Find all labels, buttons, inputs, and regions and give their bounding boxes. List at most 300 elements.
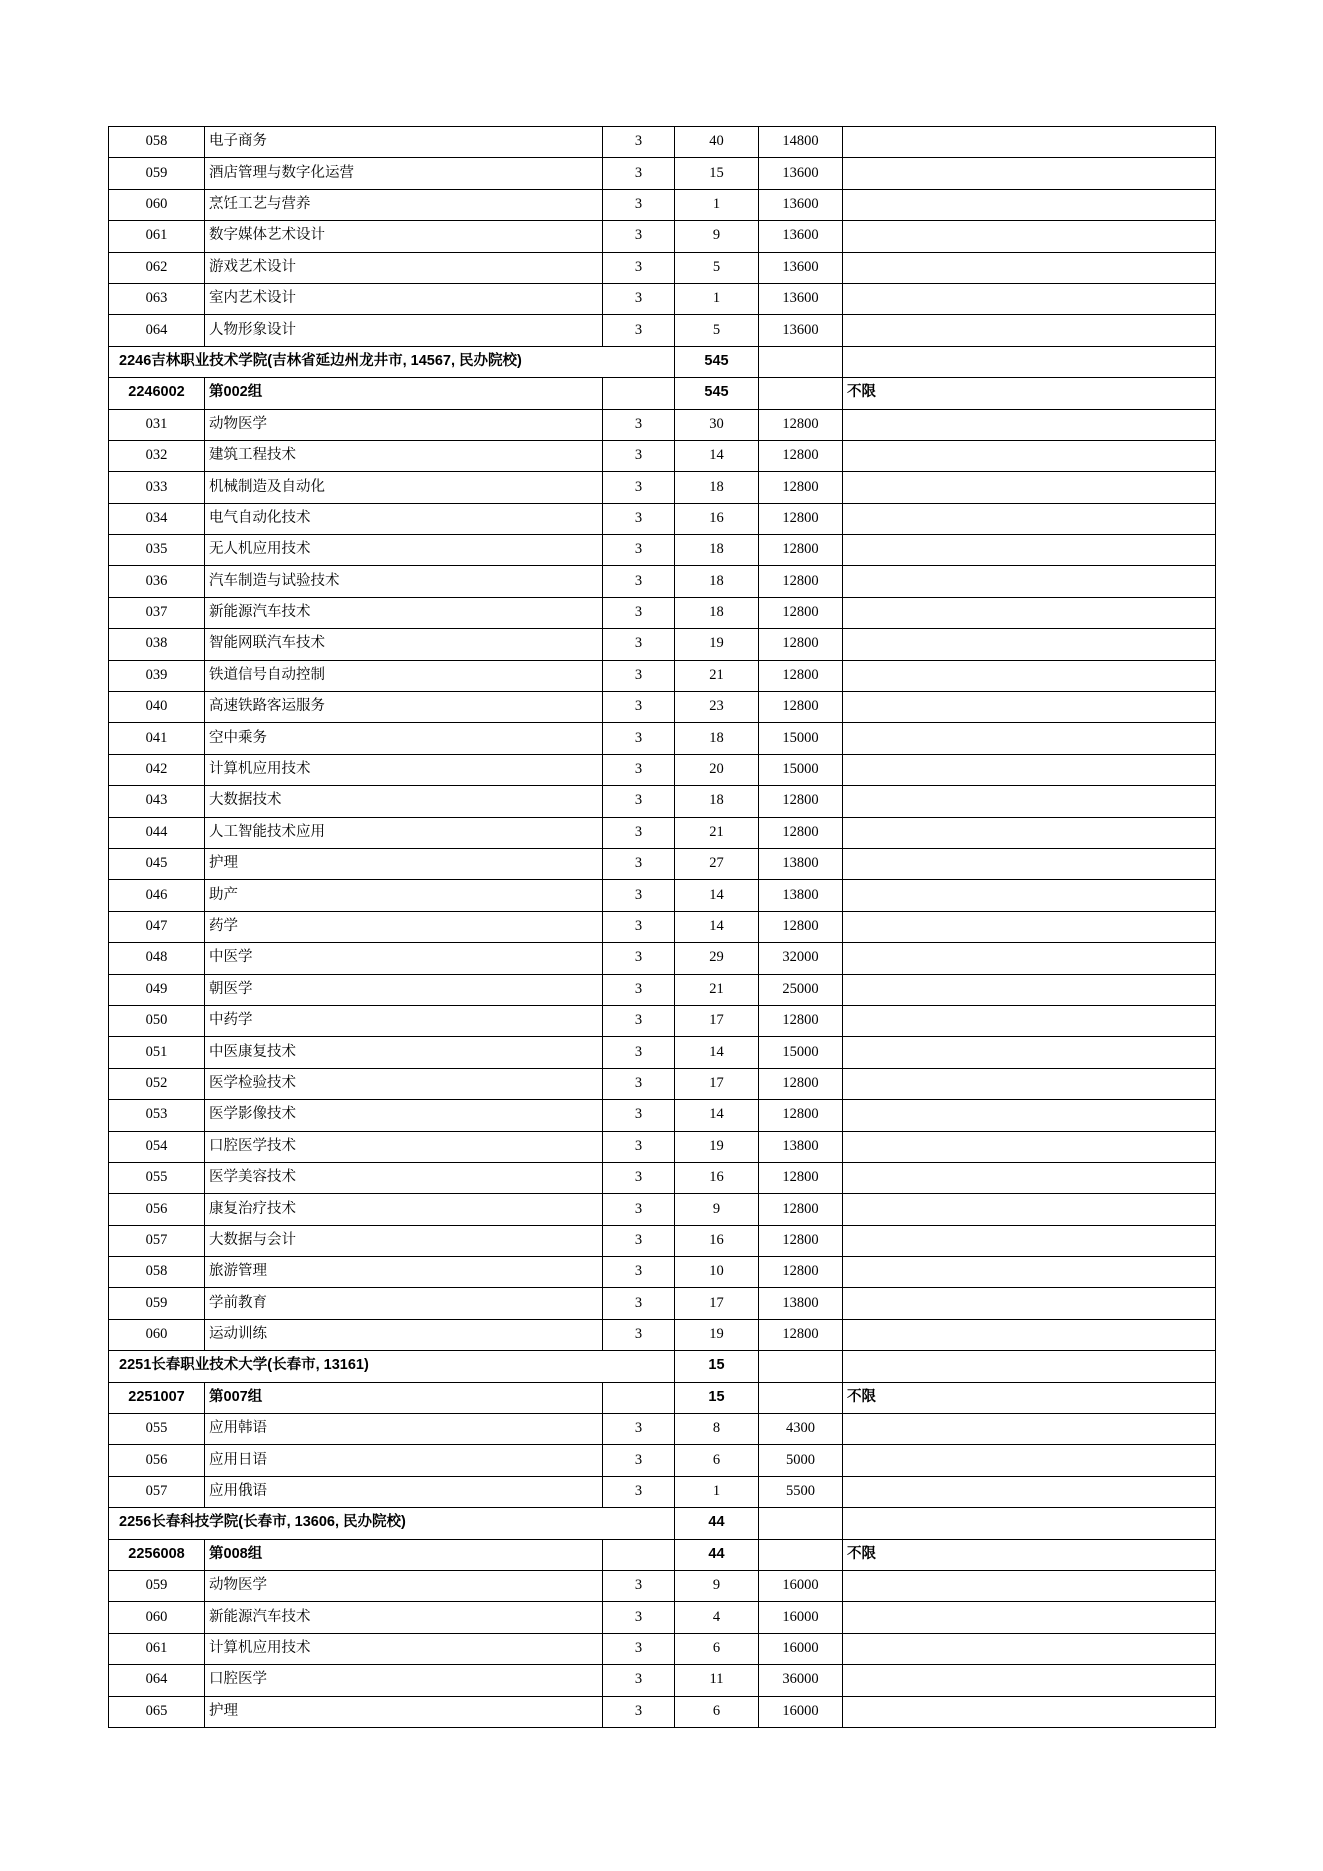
study-years: 3 (603, 723, 675, 754)
plan-count: 6 (675, 1445, 759, 1476)
plan-count: 5 (675, 252, 759, 283)
study-years: 3 (603, 1068, 675, 1099)
plan-count: 6 (675, 1633, 759, 1664)
major-row (109, 1319, 1216, 1350)
school-note-cell (843, 346, 1216, 377)
major-name: 铁道信号自动控制 (205, 660, 603, 691)
remark (843, 597, 1216, 628)
remark (843, 1225, 1216, 1256)
major-row (109, 409, 1216, 440)
major-row (109, 974, 1216, 1005)
major-code: 042 (109, 754, 205, 785)
remark (843, 315, 1216, 346)
major-code: 058 (109, 1257, 205, 1288)
major-name: 新能源汽车技术 (205, 597, 603, 628)
tuition-fee: 13600 (759, 315, 843, 346)
major-code: 040 (109, 692, 205, 723)
major-name: 应用俄语 (205, 1476, 603, 1507)
tuition-fee: 13600 (759, 189, 843, 220)
plan-count: 8 (675, 1414, 759, 1445)
remark (843, 723, 1216, 754)
major-name: 护理 (205, 1696, 603, 1727)
plan-count: 18 (675, 566, 759, 597)
study-years: 3 (603, 1100, 675, 1131)
tuition-fee: 13600 (759, 252, 843, 283)
remark (843, 1445, 1216, 1476)
study-years: 3 (603, 754, 675, 785)
tuition-fee: 25000 (759, 974, 843, 1005)
remark (843, 1257, 1216, 1288)
tuition-fee: 16000 (759, 1696, 843, 1727)
major-row (109, 1288, 1216, 1319)
study-years: 3 (603, 597, 675, 628)
major-name: 计算机应用技术 (205, 754, 603, 785)
major-code: 064 (109, 315, 205, 346)
plan-count: 5 (675, 315, 759, 346)
remark (843, 786, 1216, 817)
major-name: 汽车制造与试验技术 (205, 566, 603, 597)
major-code: 041 (109, 723, 205, 754)
major-code: 036 (109, 566, 205, 597)
major-code: 049 (109, 974, 205, 1005)
remark (843, 252, 1216, 283)
major-name: 医学美容技术 (205, 1162, 603, 1193)
major-name: 大数据与会计 (205, 1225, 603, 1256)
tuition-fee: 12800 (759, 911, 843, 942)
major-code: 062 (109, 252, 205, 283)
remark (843, 472, 1216, 503)
major-row (109, 1100, 1216, 1131)
remark (843, 1068, 1216, 1099)
study-years: 3 (603, 503, 675, 534)
major-name: 新能源汽车技术 (205, 1602, 603, 1633)
tuition-fee: 5500 (759, 1476, 843, 1507)
remark (843, 189, 1216, 220)
major-code: 057 (109, 1476, 205, 1507)
major-name: 康复治疗技术 (205, 1194, 603, 1225)
study-years: 3 (603, 1633, 675, 1664)
remark (843, 283, 1216, 314)
tuition-fee: 15000 (759, 1037, 843, 1068)
major-row (109, 252, 1216, 283)
remark (843, 1131, 1216, 1162)
group-header-row (109, 1539, 1216, 1570)
study-years: 3 (603, 1476, 675, 1507)
tuition-fee (759, 1382, 843, 1413)
plan-count: 1 (675, 283, 759, 314)
major-name: 中药学 (205, 1005, 603, 1036)
plan-count: 15 (675, 1382, 759, 1413)
major-code: 053 (109, 1100, 205, 1131)
major-row (109, 1570, 1216, 1601)
major-code: 043 (109, 786, 205, 817)
major-name: 运动训练 (205, 1319, 603, 1350)
plan-count: 21 (675, 817, 759, 848)
major-code: 063 (109, 283, 205, 314)
remark (843, 1162, 1216, 1193)
major-row (109, 315, 1216, 346)
group-header-row (109, 1382, 1216, 1413)
major-row (109, 221, 1216, 252)
major-row (109, 1257, 1216, 1288)
plan-count: 14 (675, 911, 759, 942)
major-code: 054 (109, 1131, 205, 1162)
plan-count: 1 (675, 189, 759, 220)
remark (843, 503, 1216, 534)
major-code: 058 (109, 127, 205, 158)
study-years: 3 (603, 472, 675, 503)
major-name: 医学检验技术 (205, 1068, 603, 1099)
major-code: 055 (109, 1414, 205, 1445)
tuition-fee: 12800 (759, 1319, 843, 1350)
study-years: 3 (603, 786, 675, 817)
study-years: 3 (603, 1257, 675, 1288)
plan-count: 16 (675, 1225, 759, 1256)
major-row (109, 629, 1216, 660)
major-code: 064 (109, 1665, 205, 1696)
plan-count: 16 (675, 503, 759, 534)
major-code: 047 (109, 911, 205, 942)
study-years: 3 (603, 1696, 675, 1727)
study-years: 3 (603, 1162, 675, 1193)
remark (843, 1665, 1216, 1696)
major-row (109, 692, 1216, 723)
tuition-fee: 12800 (759, 1100, 843, 1131)
major-row (109, 1633, 1216, 1664)
remark (843, 1319, 1216, 1350)
study-years (603, 378, 675, 409)
major-name: 无人机应用技术 (205, 535, 603, 566)
table-body (109, 127, 1216, 1728)
major-code: 035 (109, 535, 205, 566)
plan-count: 6 (675, 1696, 759, 1727)
remark (843, 1633, 1216, 1664)
study-years: 3 (603, 1131, 675, 1162)
remark (843, 1570, 1216, 1601)
group-code: 2246002 (109, 378, 205, 409)
plan-count: 16 (675, 1162, 759, 1193)
study-years: 3 (603, 1445, 675, 1476)
major-row (109, 597, 1216, 628)
remark (843, 1696, 1216, 1727)
remark (843, 880, 1216, 911)
study-years: 3 (603, 221, 675, 252)
study-years: 3 (603, 1665, 675, 1696)
major-row (109, 817, 1216, 848)
remark: 不限 (843, 378, 1216, 409)
tuition-fee: 12800 (759, 1162, 843, 1193)
major-name: 电气自动化技术 (205, 503, 603, 534)
plan-count: 545 (675, 378, 759, 409)
major-row (109, 1068, 1216, 1099)
major-name: 朝医学 (205, 974, 603, 1005)
tuition-fee: 13800 (759, 1131, 843, 1162)
major-name: 中医康复技术 (205, 1037, 603, 1068)
admission-plan-table (108, 126, 1216, 1728)
tuition-fee: 12800 (759, 1005, 843, 1036)
school-fee-cell (759, 1351, 843, 1382)
major-code: 056 (109, 1194, 205, 1225)
study-years: 3 (603, 1602, 675, 1633)
plan-count: 14 (675, 880, 759, 911)
major-row (109, 880, 1216, 911)
school-header-row (109, 346, 1216, 377)
study-years: 3 (603, 1414, 675, 1445)
major-name: 计算机应用技术 (205, 1633, 603, 1664)
study-years: 3 (603, 848, 675, 879)
plan-count: 23 (675, 692, 759, 723)
study-years: 3 (603, 127, 675, 158)
remark (843, 566, 1216, 597)
remark (843, 1288, 1216, 1319)
major-row (109, 1131, 1216, 1162)
remark (843, 974, 1216, 1005)
remark (843, 692, 1216, 723)
major-row (109, 1696, 1216, 1727)
major-code: 055 (109, 1162, 205, 1193)
group-header-row (109, 378, 1216, 409)
plan-count: 18 (675, 597, 759, 628)
group-code: 2256008 (109, 1539, 205, 1570)
major-row (109, 283, 1216, 314)
school-title: 2246吉林职业技术学院(吉林省延边州龙井市, 14567, 民办院校) (109, 346, 675, 377)
major-name: 应用日语 (205, 1445, 603, 1476)
study-years: 3 (603, 629, 675, 660)
remark (843, 848, 1216, 879)
major-name: 机械制造及自动化 (205, 472, 603, 503)
remark (843, 817, 1216, 848)
major-row (109, 943, 1216, 974)
major-code: 038 (109, 629, 205, 660)
major-name: 护理 (205, 848, 603, 879)
remark (843, 1414, 1216, 1445)
major-row (109, 127, 1216, 158)
major-row (109, 1194, 1216, 1225)
major-name: 人物形象设计 (205, 315, 603, 346)
study-years (603, 1539, 675, 1570)
remark (843, 1100, 1216, 1131)
major-row (109, 1162, 1216, 1193)
school-total-count: 15 (675, 1351, 759, 1382)
plan-count: 18 (675, 472, 759, 503)
group-code: 2251007 (109, 1382, 205, 1413)
major-name: 智能网联汽车技术 (205, 629, 603, 660)
major-code: 031 (109, 409, 205, 440)
major-row (109, 158, 1216, 189)
major-code: 059 (109, 1288, 205, 1319)
tuition-fee: 12800 (759, 566, 843, 597)
tuition-fee: 13600 (759, 283, 843, 314)
remark (843, 660, 1216, 691)
plan-count: 14 (675, 440, 759, 471)
tuition-fee: 12800 (759, 440, 843, 471)
major-code: 051 (109, 1037, 205, 1068)
remark (843, 127, 1216, 158)
plan-count: 1 (675, 1476, 759, 1507)
major-name: 动物医学 (205, 409, 603, 440)
plan-count: 21 (675, 660, 759, 691)
major-code: 060 (109, 189, 205, 220)
major-code: 061 (109, 1633, 205, 1664)
tuition-fee (759, 378, 843, 409)
study-years: 3 (603, 1319, 675, 1350)
school-note-cell (843, 1508, 1216, 1539)
major-row (109, 1602, 1216, 1633)
major-name: 助产 (205, 880, 603, 911)
study-years: 3 (603, 440, 675, 471)
tuition-fee: 12800 (759, 817, 843, 848)
remark (843, 1194, 1216, 1225)
tuition-fee: 13600 (759, 158, 843, 189)
plan-count: 27 (675, 848, 759, 879)
tuition-fee (759, 1539, 843, 1570)
study-years: 3 (603, 158, 675, 189)
major-row (109, 1225, 1216, 1256)
plan-count: 14 (675, 1100, 759, 1131)
major-row (109, 440, 1216, 471)
major-row (109, 1005, 1216, 1036)
major-name: 口腔医学 (205, 1665, 603, 1696)
major-row (109, 535, 1216, 566)
remark: 不限 (843, 1539, 1216, 1570)
plan-count: 44 (675, 1539, 759, 1570)
major-code: 032 (109, 440, 205, 471)
school-total-count: 44 (675, 1508, 759, 1539)
school-note-cell (843, 1351, 1216, 1382)
remark (843, 221, 1216, 252)
study-years: 3 (603, 1570, 675, 1601)
major-name: 游戏艺术设计 (205, 252, 603, 283)
plan-count: 17 (675, 1005, 759, 1036)
plan-count: 21 (675, 974, 759, 1005)
remark (843, 409, 1216, 440)
remark (843, 535, 1216, 566)
tuition-fee: 12800 (759, 786, 843, 817)
major-row (109, 660, 1216, 691)
major-name: 室内艺术设计 (205, 283, 603, 314)
tuition-fee: 13800 (759, 1288, 843, 1319)
tuition-fee: 12800 (759, 409, 843, 440)
tuition-fee: 36000 (759, 1665, 843, 1696)
study-years: 3 (603, 692, 675, 723)
tuition-fee: 15000 (759, 723, 843, 754)
major-name: 人工智能技术应用 (205, 817, 603, 848)
school-fee-cell (759, 346, 843, 377)
study-years: 3 (603, 1194, 675, 1225)
plan-count: 15 (675, 158, 759, 189)
school-header-row (109, 1508, 1216, 1539)
tuition-fee: 13800 (759, 848, 843, 879)
study-years: 3 (603, 911, 675, 942)
study-years: 3 (603, 1288, 675, 1319)
tuition-fee: 12800 (759, 1257, 843, 1288)
plan-count: 14 (675, 1037, 759, 1068)
plan-count: 19 (675, 1131, 759, 1162)
major-code: 039 (109, 660, 205, 691)
remark (843, 158, 1216, 189)
plan-count: 18 (675, 786, 759, 817)
group-name: 第008组 (205, 1539, 603, 1570)
tuition-fee: 12800 (759, 597, 843, 628)
major-row (109, 1414, 1216, 1445)
plan-count: 9 (675, 221, 759, 252)
tuition-fee: 12800 (759, 535, 843, 566)
remark (843, 1037, 1216, 1068)
group-name: 第007组 (205, 1382, 603, 1413)
major-row (109, 1037, 1216, 1068)
study-years: 3 (603, 409, 675, 440)
major-row (109, 1665, 1216, 1696)
study-years: 3 (603, 1037, 675, 1068)
tuition-fee: 4300 (759, 1414, 843, 1445)
study-years: 3 (603, 660, 675, 691)
major-row (109, 848, 1216, 879)
tuition-fee: 12800 (759, 629, 843, 660)
study-years: 3 (603, 535, 675, 566)
major-row (109, 503, 1216, 534)
tuition-fee: 12800 (759, 472, 843, 503)
school-title: 2251长春职业技术大学(长春市, 13161) (109, 1351, 675, 1382)
major-row (109, 566, 1216, 597)
major-name: 医学影像技术 (205, 1100, 603, 1131)
study-years: 3 (603, 566, 675, 597)
remark (843, 440, 1216, 471)
major-name: 空中乘务 (205, 723, 603, 754)
remark (843, 754, 1216, 785)
plan-count: 18 (675, 535, 759, 566)
major-row (109, 1476, 1216, 1507)
major-name: 动物医学 (205, 1570, 603, 1601)
major-row (109, 723, 1216, 754)
major-code: 033 (109, 472, 205, 503)
plan-count: 19 (675, 1319, 759, 1350)
tuition-fee: 15000 (759, 754, 843, 785)
major-name: 中医学 (205, 943, 603, 974)
school-total-count: 545 (675, 346, 759, 377)
major-name: 旅游管理 (205, 1257, 603, 1288)
major-code: 044 (109, 817, 205, 848)
tuition-fee: 32000 (759, 943, 843, 974)
study-years: 3 (603, 283, 675, 314)
study-years: 3 (603, 943, 675, 974)
major-name: 高速铁路客运服务 (205, 692, 603, 723)
plan-count: 11 (675, 1665, 759, 1696)
study-years: 3 (603, 189, 675, 220)
major-code: 059 (109, 1570, 205, 1601)
plan-count: 29 (675, 943, 759, 974)
plan-count: 40 (675, 127, 759, 158)
plan-count: 9 (675, 1570, 759, 1601)
major-code: 059 (109, 158, 205, 189)
tuition-fee: 12800 (759, 1225, 843, 1256)
tuition-fee: 16000 (759, 1602, 843, 1633)
major-name: 酒店管理与数字化运营 (205, 158, 603, 189)
remark (843, 1005, 1216, 1036)
tuition-fee: 12800 (759, 692, 843, 723)
major-row (109, 472, 1216, 503)
school-header-row (109, 1351, 1216, 1382)
major-code: 034 (109, 503, 205, 534)
major-name: 烹饪工艺与营养 (205, 189, 603, 220)
major-name: 应用韩语 (205, 1414, 603, 1445)
tuition-fee: 16000 (759, 1633, 843, 1664)
plan-count: 20 (675, 754, 759, 785)
remark: 不限 (843, 1382, 1216, 1413)
major-row (109, 1445, 1216, 1476)
study-years: 3 (603, 315, 675, 346)
tuition-fee: 14800 (759, 127, 843, 158)
study-years (603, 1382, 675, 1413)
